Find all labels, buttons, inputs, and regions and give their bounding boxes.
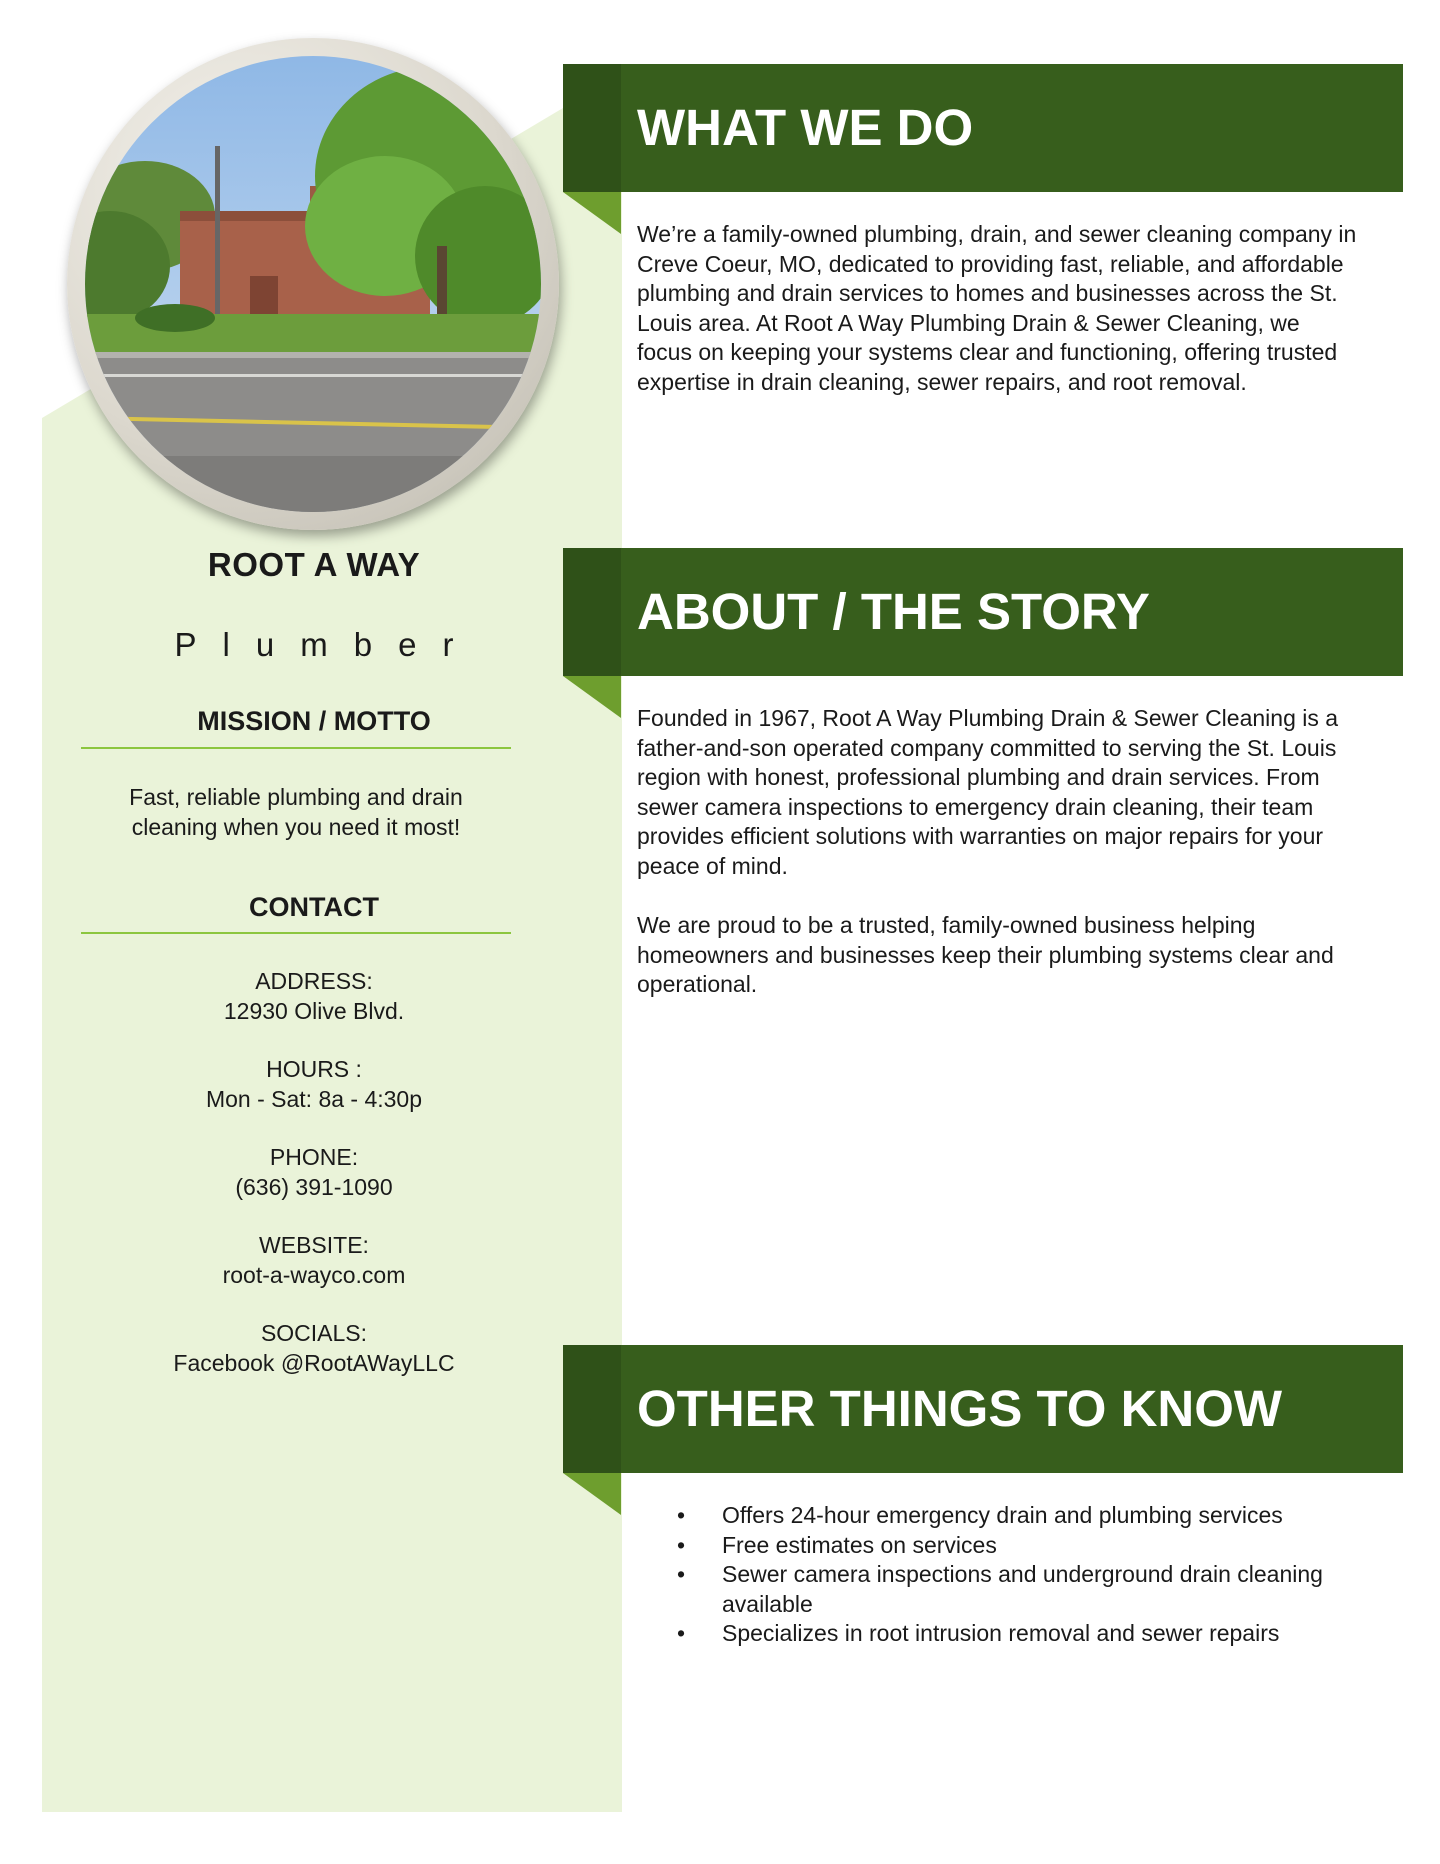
what-we-do-fold — [563, 192, 621, 234]
what-we-do-title: WHAT WE DO — [637, 99, 974, 156]
mission-heading: MISSION / MOTTO — [197, 706, 431, 736]
socials-label: SOCIALS: — [260, 1320, 368, 1346]
hours-value: Mon - Sat: 8a - 4:30p — [205, 1086, 423, 1112]
list-item: • Specializes in root intrusion removal and sewer repairs — [637, 1619, 1357, 1649]
about-title: ABOUT / THE STORY — [637, 583, 1150, 640]
storefront-photo-frame — [67, 38, 559, 530]
other-title: OTHER THINGS TO KNOW — [637, 1380, 1283, 1437]
what-we-do-banner — [563, 64, 1403, 192]
what-we-do-body: We’re a family-owned plumbing, drain, and sewer cleaning company in Creve Coeur, MO, dedicated to providing fast, reliable, and affordable plumbing and drain services to homes and businesses across the St. Louis area. At Root A Way Plumbing Drain & Sewer Cleaning, we focus on keeping your systems clear and functioning, offering trusted expertise in drain cleaning, sewer repairs, and root removal. — [637, 221, 1357, 395]
list-item: • Offers 24-hour emergency drain and plumbing services — [637, 1501, 1357, 1531]
website-value: root-a-wayco.com — [222, 1262, 406, 1288]
address-label: ADDRESS: — [255, 968, 373, 994]
business-type: Plumber — [174, 626, 480, 663]
mission-text: Fast, reliable plumbing and drain cleaning when you need it most! — [129, 784, 463, 840]
hours-label: HOURS : — [266, 1056, 362, 1082]
other-fold — [563, 1473, 621, 1515]
contact-phone — [42, 1142, 586, 1202]
about-banner — [563, 548, 1403, 676]
socials-value: Facebook @RootAWayLLC — [173, 1350, 455, 1376]
list-item: • Free estimates on services — [637, 1531, 1357, 1561]
other-banner — [563, 1345, 1403, 1473]
website-label: WEBSITE: — [259, 1232, 369, 1258]
contact-hours — [42, 1054, 586, 1114]
phone-value: (636) 391-1090 — [235, 1174, 393, 1200]
business-name: ROOT A WAY — [207, 546, 421, 583]
phone-label: PHONE: — [269, 1144, 359, 1170]
contact-heading: CONTACT — [249, 892, 379, 922]
about-fold — [563, 676, 621, 718]
address-value: 12930 Olive Blvd. — [223, 998, 405, 1024]
about-paragraph-1: Founded in 1967, Root A Way Plumbing Drain & Sewer Cleaning is a father-and-son operated company committed to serving the St. Louis region with honest, professional plumbing and drain services. From sewer camera inspections to emergency drain cleaning, their team provides efficient solutions with warranties on major repairs for your peace of mind. — [637, 705, 1339, 879]
about-body — [637, 704, 1357, 1030]
mission-divider — [81, 747, 511, 749]
contact-address — [42, 966, 586, 1026]
storefront-photo — [85, 56, 541, 512]
about-paragraph-2: We are proud to be a trusted, family-owned business helping homeowners and businesses keep their plumbing systems clear and operational. — [637, 912, 1334, 998]
contact-divider — [81, 932, 511, 934]
other-list — [637, 1501, 1357, 1649]
list-item: • Sewer camera inspections and underground drain cleaning available — [637, 1560, 1357, 1619]
contact-website — [42, 1230, 586, 1290]
contact-socials — [42, 1318, 586, 1378]
